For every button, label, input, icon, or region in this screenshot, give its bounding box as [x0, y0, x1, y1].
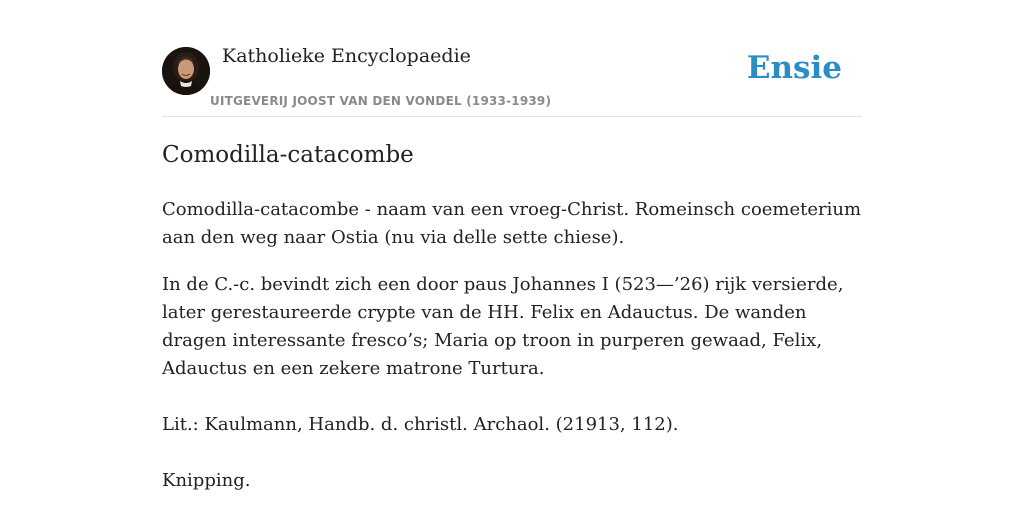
avatar[interactable]: [162, 47, 210, 95]
book-title[interactable]: Katholieke Encyclopaedie: [222, 45, 471, 67]
article-paragraph: Comodilla-catacombe - naam van een vroeg-Christ. Romeinsch coemeterium aan den weg naar Ostia (nu via delle sette chiese).: [162, 199, 862, 248]
brand-logo[interactable]: Ensie: [746, 50, 842, 86]
portrait-icon: [162, 47, 210, 95]
article: [162, 138, 862, 512]
article-author: Knipping.: [162, 470, 251, 491]
header: [162, 40, 862, 117]
page-title: Comodilla-catacombe: [162, 142, 414, 168]
article-paragraph: In de C.-c. bevindt zich een door paus Johannes I (523—’26) rijk versierde, later gerestaureerde crypte van de HH. Felix en Adauctus. De wanden dragen interessante fresco’s; Maria op troon in purperen gewaad, Felix, Adauctus en een zekere matrone Turtura.: [162, 274, 844, 379]
publisher-label: UITGEVERIJ JOOST VAN DEN VONDEL (1933-1939): [210, 94, 552, 108]
article-literature: Lit.: Kaulmann, Handb. d. christl. Archaol. (21913, 112).: [162, 414, 679, 435]
